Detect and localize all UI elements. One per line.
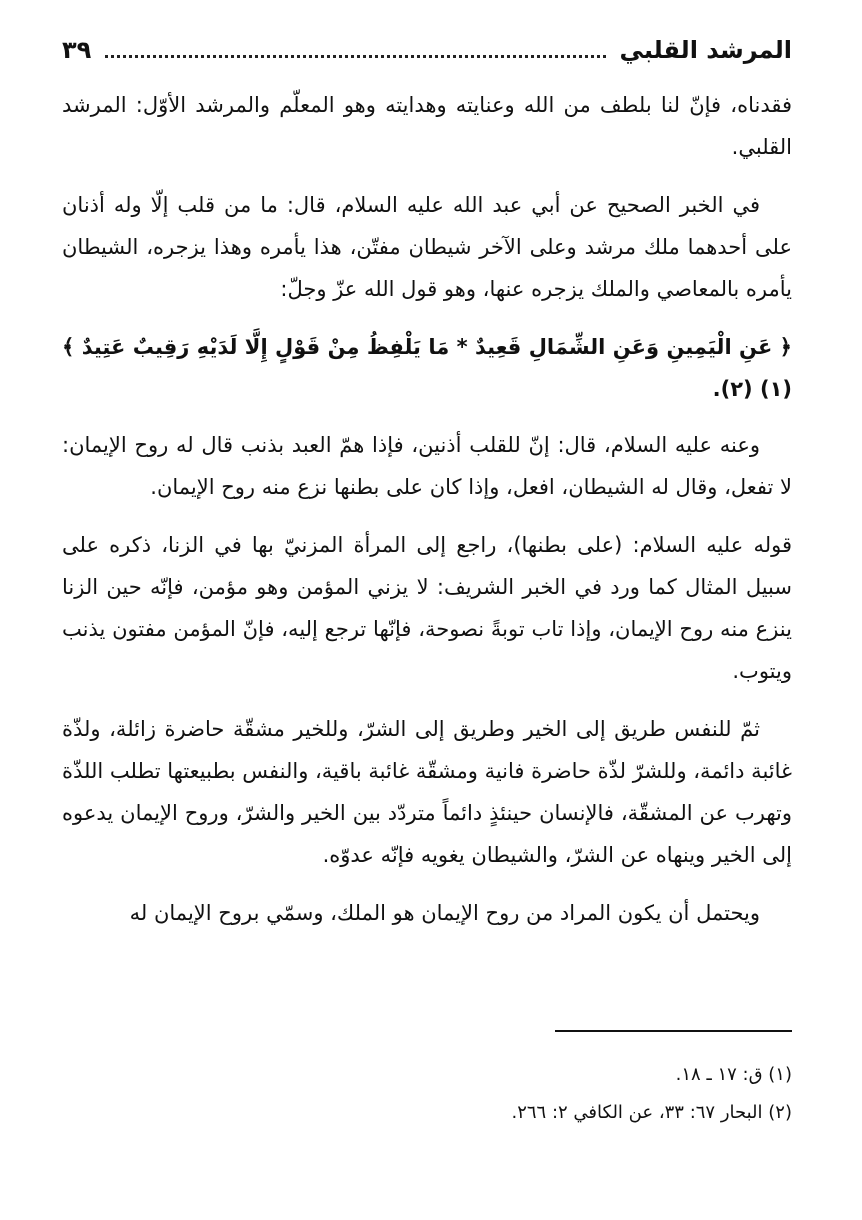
footnote-divider [555, 1030, 792, 1032]
main-text [62, 84, 792, 950]
paragraph-soul: ثمّ للنفس طريق إلى الخير وطريق إلى الشرّ، وللخير مشقّة حاضرة زائلة، ولذّة غائبة دائمة، وللشرّ لذّة حاضرة فانية ومشقّة غائبة باقية، والنفس بطبيعتها تطلب اللذّة وتهرب عن المشقّة، فالإنسان حينئذٍ دائماً متردّد بين الخير والشرّ، وروح الإيمان يدعوه إلى الخير وينهاه عن الشرّ، والشيطان يغويه فإنّه عدوّه. [62, 717, 792, 867]
header-dot-leader [105, 55, 605, 58]
paragraph-hadith-2: وعنه عليه السلام، قال: إنّ للقلب أذنين، فإذا همّ العبد بذنب قال له روح الإيمان: لا تفعل، وقال له الشيطان، افعل، وإذا كان على بطنها نزع منه روح الإيمان. [62, 433, 792, 499]
footnote-1: (١) ق: ١٧ ـ ١٨. [675, 1064, 792, 1085]
paragraph-intro: فقدناه، فإنّ لنا بلطف من الله وعنايته وهدايته وهو المعلّم والمرشد الأوّل: المرشد القلبي. [62, 93, 792, 159]
paragraph-final: ويحتمل أن يكون المراد من روح الإيمان هو الملك، وسمّي بروح الإيمان له [129, 901, 760, 925]
page-number: ٣٩ [62, 36, 92, 64]
paragraph-hadith-1: في الخبر الصحيح عن أبي عبد الله عليه السلام، قال: ما من قلب إلّا وله أذنان على أحدهما ملك مرشد وعلى الآخر شيطان مفتّن، هذا يأمره وهذا يزجره، الشيطان يأمره بالمعاصي والملك يزجره عنها، وهو قول الله عزّ وجلّ: [62, 193, 792, 301]
footnotes [62, 1056, 792, 1132]
paragraph-commentary: قوله عليه السلام: (على بطنها)، راجع إلى المرأة المزنيّ بها في الزنا، ذكره على سبيل المثال كما ورد في الخبر الشريف: لا يزني المؤمن وهو مؤمن، فإنّه حين الزنا ينزع منه روح الإيمان، وإذا تاب توبةً نصوحة، فإنّها ترجع إليه، فإنّ المؤمن مفتون يذنب ويتوب. [62, 533, 792, 683]
quran-verse: ﴿ عَنِ الْيَمِينِ وَعَنِ الشِّمَالِ قَعِيدٌ * مَا يَلْفِظُ مِنْ قَوْلٍ إِلَّا لَدَيْهِ رَقِيبٌ عَتِيدٌ ﴾(١) (٢). [62, 335, 792, 401]
chapter-title: المرشد القلبي [619, 36, 792, 64]
running-header [62, 28, 792, 72]
footnote-2: (٢) البحار ٦٧: ٣٣، عن الكافي ٢: ٢٦٦. [511, 1102, 792, 1123]
